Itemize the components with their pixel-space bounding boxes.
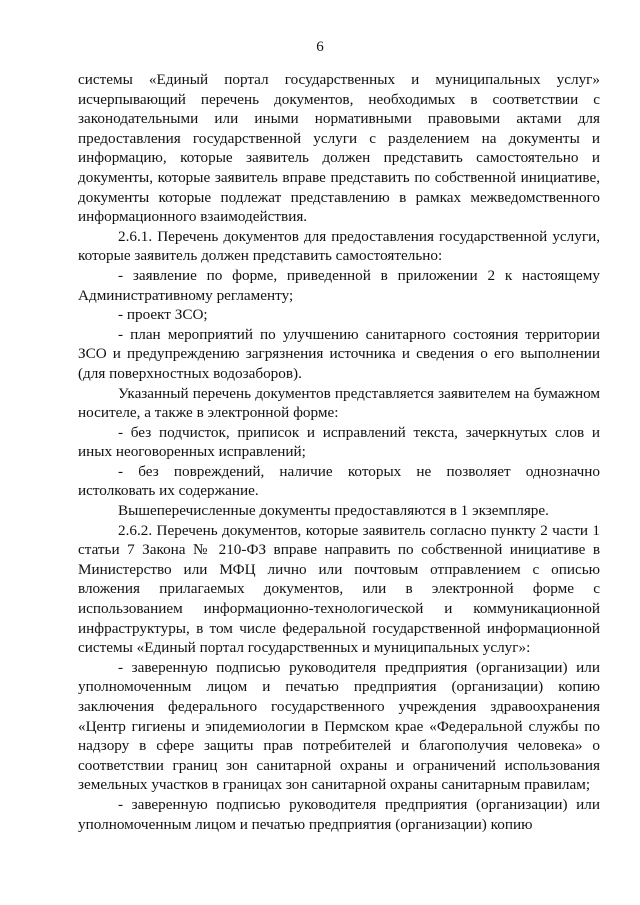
list-item-zso-project: - проект ЗСО;: [118, 306, 208, 324]
list-item-no-corrections: - без подчисток, приписок и исправлений текста, зачеркнутых слов и иных неоговоренных исправлений;: [78, 423, 600, 461]
page-number: 6: [316, 39, 324, 55]
submission-format-paragraph: Указанный перечень документов представляется заявителем на бумажном носителе, а также в электронной форме:: [78, 384, 600, 422]
section-2-6-1-heading: 2.6.1. Перечень документов для предоставления государственной услуги, которые заявитель должен представить самостоятельно:: [78, 227, 600, 265]
list-item-certified-copy: - заверенную подписью руководителя предприятия (организации) или уполномоченным лицом и печатью предприятия (организации) копию: [78, 795, 600, 833]
copies-paragraph: Вышеперечисленные документы предоставляются в 1 экземпляре.: [118, 502, 549, 520]
document-body: [78, 70, 600, 834]
list-item-application-form: - заявление по форме, приведенной в приложении 2 к настоящему Административному регламенту;: [78, 266, 600, 304]
section-2-6-2-paragraph: 2.6.2. Перечень документов, которые заявитель согласно пункту 2 части 1 статьи 7 Закона № 210-ФЗ вправе направить по собственной инициативе в Министерство или МФЦ лично или почтовым отправлением с описью вложения прилагаемых документов, или в электронной форме с использованием информационно-технологической и коммуникационной инфраструктуры, в том числе федеральной государственной информационной системы «Единый портал государственных и муниципальных услуг»:: [78, 521, 600, 657]
intro-paragraph: системы «Единый портал государственных и муниципальных услуг» исчерпывающий перечень документов, необходимых в соответствии с законодательными или иными нормативными правовыми актами для предоставления государственной услуги с разделением на документы и информацию, которые заявитель должен представить самостоятельно и документы, которые заявитель вправе представить по собственной инициативе, документы которые подлежат представлению в рамках межведомственного информационного взаимодействия.: [78, 71, 600, 226]
list-item-no-damage: - без повреждений, наличие которых не позволяет однозначно истолковать их содержание.: [78, 462, 600, 500]
list-item-sanitation-plan: - план мероприятий по улучшению санитарного состояния территории ЗСО и предупреждению загрязнения источника и сведения о его выполнении (для поверхностных водозаборов).: [78, 325, 600, 382]
list-item-sanitary-conclusion: - заверенную подписью руководителя предприятия (организации) или уполномоченным лицом и печатью предприятия (организации) копию заключения федерального государственного учреждения здравоохранения «Центр гигиены и эпидемиологии в Пермском крае «Федеральной службы по надзору в сфере защиты прав потребителей и благополучия человека» о соответствии границ зон санитарной охраны и ограничений использования земельных участков в границах зон санитарной охраны санитарным правилам;: [78, 658, 600, 794]
